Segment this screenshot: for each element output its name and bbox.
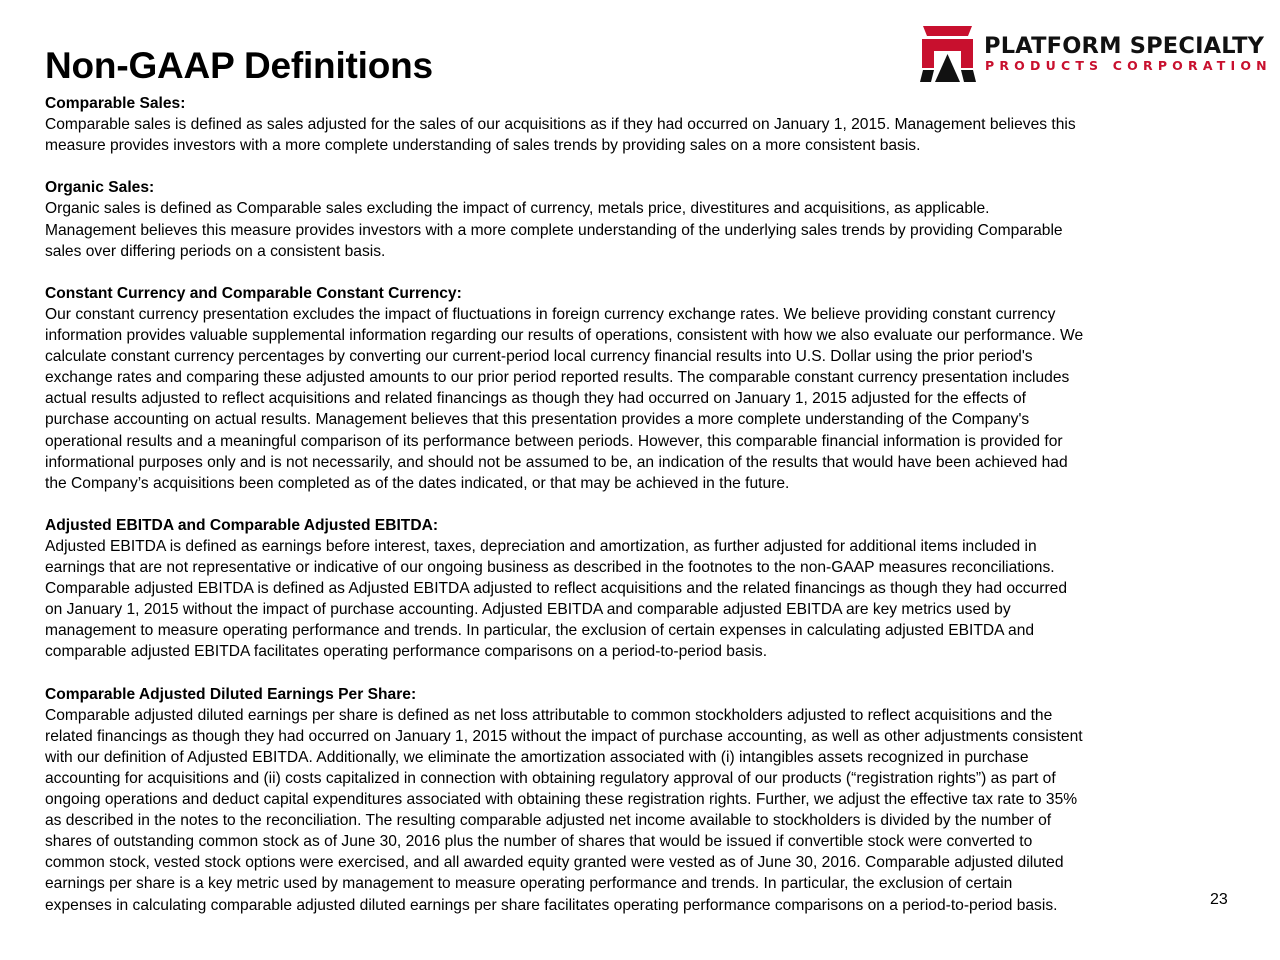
text-line: information provides valuable supplemental information regarding our results of operations, consistent with how we also evaluate our performance. We (45, 327, 1084, 345)
section-heading: Comparable Sales: (45, 95, 186, 112)
text-line: Comparable adjusted EBITDA is defined as Adjusted EBITDA adjusted to reflect acquisitions and the related financings as though they had occurred (45, 580, 1068, 598)
text-line: accounting for acquisitions and (ii) costs capitalized in connection with obtaining regulatory approval of our products (“registration rights”) as part of (45, 770, 1056, 787)
text-line: Comparable sales is defined as sales adjusted for the sales of our acquisitions as if they had occurred on January 1, 2015. Management believes this (45, 116, 1076, 134)
text-line: operational results and a meaningful comparison of its performance between periods. However, this comparable financial information is provided for (45, 432, 1063, 450)
text-line: as described in the notes to the reconciliation. The resulting comparable adjusted net income available to stockholders is divided by the number of (45, 812, 1052, 830)
section-heading: Adjusted EBITDA and Comparable Adjusted EBITDA: (45, 516, 439, 534)
text-line: actual results adjusted to reflect acquisitions and related financings as though they had occurred on January 1, 2015 adjusted for the effects of (45, 390, 1027, 408)
text-line: earnings that are not representative or indicative of our ongoing business as described in the footnotes to the non-GAAP measures reconciliations. (45, 559, 1055, 577)
section-body (45, 705, 1245, 916)
section-body (45, 198, 1245, 261)
text-line: common stock, vested stock options were exercised, and all awarded equity granted were vested as of June 30, 2016. Comparable adjusted diluted (45, 854, 1064, 872)
text-line: expenses in calculating comparable adjusted diluted earnings per share facilitates operating performance comparisons on a period-to-period basis. (45, 896, 1058, 914)
text-line: sales over differing periods on a consistent basis. (45, 242, 386, 260)
text-line: calculate constant currency percentages by converting our current-period local currency financial results into U.S. Dollar using the prior period's (45, 348, 1033, 366)
text-line: exchange rates and comparing these adjusted amounts to our prior period reported results. The comparable constant currency presentation includes (45, 369, 1070, 387)
text-line: related financings as though they had occurred on January 1, 2015 without the impact of purchase accounting, as well as other adjustments consistent (45, 727, 1083, 745)
section-body (45, 304, 1245, 494)
text-line: purchase accounting on actual results. Management believes that this presentation provides a more complete understanding of the Company's (45, 411, 1030, 429)
text-line: earnings per share is a key metric used by management to measure operating performance and trends. In particular, the exclusion of certain (45, 875, 1013, 893)
text-line: shares of outstanding common stock as of June 30, 2016 plus the number of shares that would be issued if convertible stock were converted to (45, 833, 1033, 851)
section-body (45, 114, 1245, 156)
section-comparable-sales (45, 93, 1245, 156)
text-line: Management believes this measure provides investors with a more complete understanding of the underlying sales trends by providing Comparable (45, 221, 1063, 239)
platform-logo-icon (920, 26, 976, 82)
company-logo (920, 26, 1272, 84)
section-heading: Constant Currency and Comparable Constant Currency: (45, 284, 462, 302)
page-title: Non-GAAP Definitions (45, 45, 433, 86)
section-constant-currency (45, 283, 1245, 494)
section-heading: Organic Sales: (45, 179, 155, 197)
text-line: comparable adjusted EBITDA facilitates operating performance comparisons on a period-to-period basis. (45, 643, 768, 661)
definitions-content (45, 93, 1245, 937)
text-line: Organic sales is defined as Comparable sales excluding the impact of currency, metals price, divestitures and acquisitions, as applicable. (45, 200, 990, 218)
section-body (45, 536, 1245, 663)
section-organic-sales (45, 177, 1245, 261)
section-adjusted-diluted-eps (45, 684, 1245, 916)
section-adjusted-ebitda (45, 515, 1245, 663)
text-line: informational purposes only and is not necessarily, and should not be assumed to be, an indication of the results that would have been achieved had (45, 453, 1068, 471)
text-line: with our definition of Adjusted EBITDA. Additionally, we eliminate the amortization associated with (i) intangibles assets recognized in purchase (45, 748, 1029, 766)
text-line: Adjusted EBITDA is defined as earnings before interest, taxes, depreciation and amortization, as further adjusted for additional items included in (45, 537, 1037, 555)
page-number: 23 (1210, 891, 1228, 908)
section-heading: Comparable Adjusted Diluted Earnings Per Share: (45, 685, 417, 703)
text-line: the Company’s acquisitions been completed as of the dates indicated, or that may be achieved in the future. (45, 474, 790, 492)
text-line: on January 1, 2015 without the impact of purchase accounting. Adjusted EBITDA and comparable adjusted EBITDA are key metrics used by (45, 601, 1011, 619)
logo-wordmark-line2: PRODUCTS CORPORATION (985, 58, 1272, 73)
logo-wordmark-line1: PLATFORM SPECIALTY (984, 33, 1265, 59)
text-line: ongoing operations and deduct capital expenditures associated with obtaining these registration rights. Further, we adjust the effective tax rate to 35% (45, 791, 1078, 809)
text-line: Comparable adjusted diluted earnings per share is defined as net loss attributable to common stockholders adjusted to reflect acquisitions and the (45, 706, 1053, 724)
text-line: management to measure operating performance and trends. In particular, the exclusion of certain expenses in calculating adjusted EBITDA and (45, 622, 1035, 640)
text-line: Our constant currency presentation excludes the impact of fluctuations in foreign currency exchange rates. We believe providing constant currency (45, 305, 1056, 323)
text-line: measure provides investors with a more complete understanding of sales trends by providing sales on a more consistent basis. (45, 137, 921, 155)
